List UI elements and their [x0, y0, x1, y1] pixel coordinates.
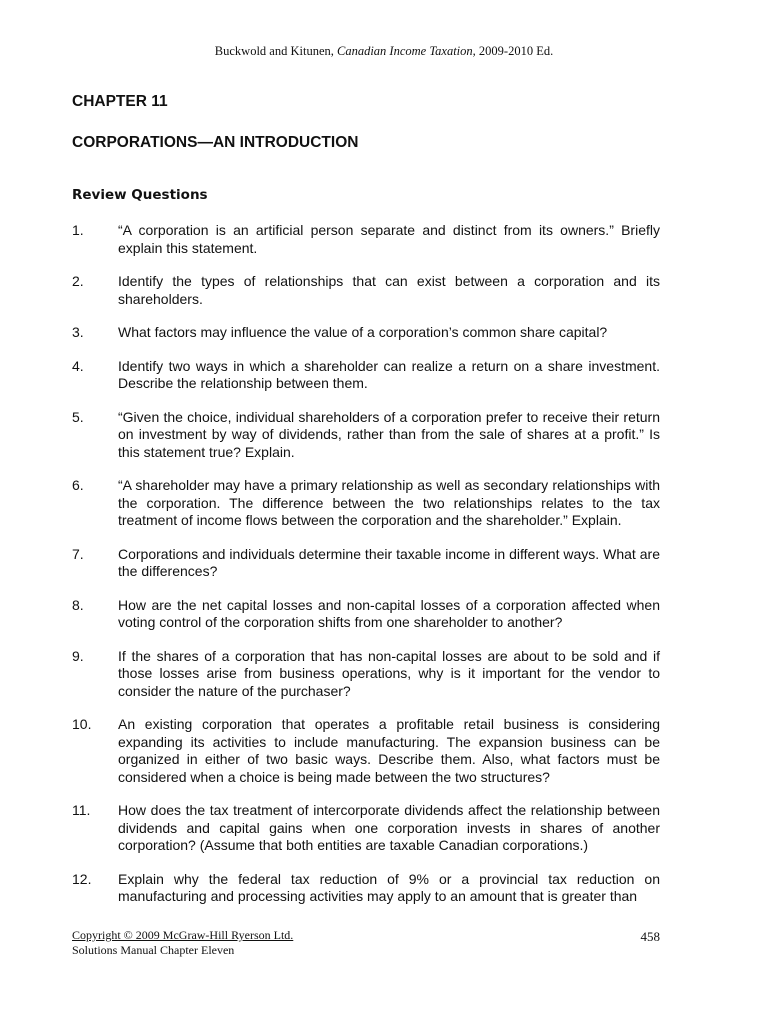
page-footer [72, 928, 293, 958]
question-item [72, 802, 660, 855]
question-item [72, 716, 660, 786]
header-book-title: Canadian Income Taxation, [337, 44, 476, 58]
question-item [72, 324, 660, 342]
question-text: An existing corporation that operates a profitable retail business is considering expanding its activities to include manufacturing. The expansion business can be organized in either of two basic ways. Describe them. Also, what factors must be considered when a choice is being made between the two structures? [118, 716, 660, 785]
page-number: 458 [640, 929, 660, 944]
question-item [72, 409, 660, 462]
question-number: 2. [72, 273, 84, 289]
question-item [72, 597, 660, 632]
question-text: “A shareholder may have a primary relationship as well as secondary relationships with the corporation. The difference between the two relationships relates to the tax treatment of income flows between the corporation and the shareholder.” Explain. [118, 477, 660, 528]
copyright-notice: Copyright © 2009 McGraw-Hill Ryerson Ltd. [72, 928, 294, 942]
question-number: 6. [72, 477, 84, 493]
header-authors: Buckwold and Kitunen, [214, 44, 337, 58]
chapter-number: CHAPTER 11 [72, 93, 168, 110]
question-number: 11. [72, 802, 91, 818]
question-item [72, 273, 660, 308]
question-item [72, 358, 660, 393]
question-number: 10. [72, 716, 92, 732]
question-number: 3. [72, 324, 84, 340]
question-item [72, 648, 660, 701]
question-number: 8. [72, 596, 84, 613]
question-text: How are the net capital losses and non-capital losses of a corporation affected when voting control of the corporation shifts from one shareholder to another? [118, 596, 660, 630]
question-text: How does the tax treatment of intercorporate dividends affect the relationship between dividends and capital gains when one corporation invests in shares of another corporation? (Assume that both entities are taxable Canadian corporations.) [118, 802, 660, 853]
question-text: If the shares of a corporation that has non-capital losses are about to be sold and if those losses arise from business operations, why is it important for the vendor to consider the nature of the purchaser? [118, 647, 660, 699]
chapter-title: CORPORATIONS—AN INTRODUCTION [72, 134, 359, 151]
question-item [72, 546, 660, 581]
question-text: Identify the types of relationships that can exist between a corporation and its shareholders. [118, 273, 660, 307]
question-item [72, 477, 660, 530]
question-number: 12. [72, 870, 92, 887]
question-text: Identify two ways in which a shareholder can realize a return on a share investment. Describe the relationship between them. [118, 357, 660, 391]
question-number: 5. [72, 408, 84, 425]
question-text: “A corporation is an artificial person separate and distinct from its owners.” Briefly explain this statement. [118, 222, 660, 256]
question-text: Corporations and individuals determine their taxable income in different ways. What are the differences? [118, 545, 660, 579]
question-number: 4. [72, 357, 84, 374]
review-questions-list [72, 222, 660, 922]
question-text: Explain why the federal tax reduction of 9% or a provincial tax reduction on manufacturing and processing activities may apply to an amount that is greater than [118, 870, 660, 904]
header-edition: 2009-2010 Ed. [475, 44, 554, 58]
question-number: 1. [72, 222, 84, 238]
question-item [72, 222, 660, 257]
question-number: 9. [72, 647, 84, 664]
question-text: “Given the choice, individual shareholders of a corporation prefer to receive their return on investment by way of dividends, rather than from the sale of shares at a profit.” Is this statement true? Explain. [118, 408, 660, 460]
question-number: 7. [72, 545, 84, 562]
running-header [0, 44, 768, 59]
question-text: What factors may influence the value of a corporation’s common share capital? [118, 324, 608, 340]
manual-title: Solutions Manual Chapter Eleven [72, 943, 235, 957]
section-heading: Review Questions [72, 187, 208, 203]
question-item [72, 871, 660, 906]
